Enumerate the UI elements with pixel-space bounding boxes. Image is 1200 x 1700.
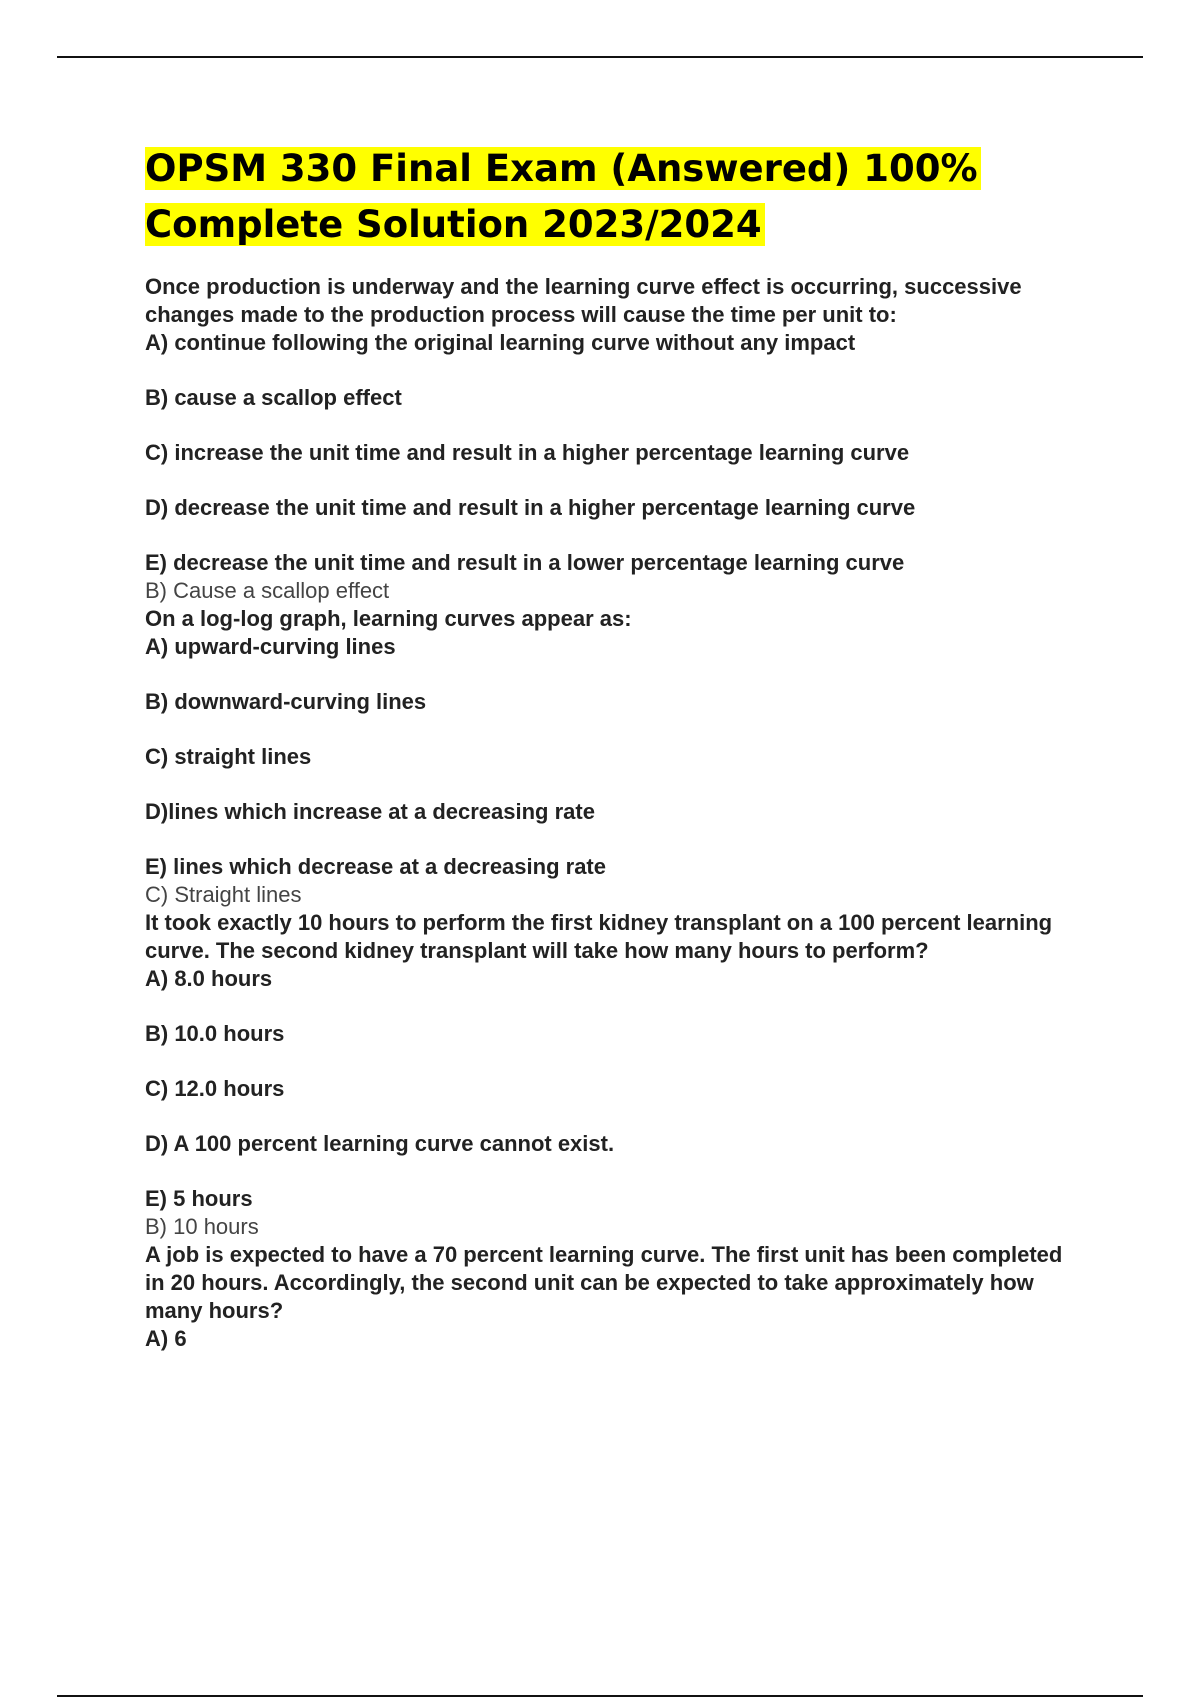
- option-b: B) downward-curving lines: [145, 689, 427, 714]
- document-title: [145, 141, 1085, 253]
- option-d: D) A 100 percent learning curve cannot exist.: [145, 1131, 615, 1156]
- option-c: C) straight lines: [145, 744, 312, 769]
- option-b: B) 10.0 hours: [145, 1021, 285, 1046]
- option-e: E) decrease the unit time and result in a lower percentage learning curve: [145, 550, 905, 575]
- option-d: D) decrease the unit time and result in a higher percentage learning curve: [145, 495, 916, 520]
- question-block-4: [145, 1241, 1085, 1353]
- bottom-rule: [57, 1695, 1143, 1697]
- question-text: On a log-log graph, learning curves appear as:: [145, 606, 632, 631]
- option-list: [145, 965, 1085, 1213]
- question-text: It took exactly 10 hours to perform the first kidney transplant on a 100 percent learning curve. The second kidney transplant will take how many hours to perform?: [145, 910, 1053, 963]
- question-text: Once production is underway and the learning curve effect is occurring, successive changes made to the production process will cause the time per unit to:: [145, 274, 1022, 327]
- option-d: D)lines which increase at a decreasing rate: [145, 799, 595, 824]
- option-list: [145, 633, 1085, 881]
- answer-text: B) Cause a scallop effect: [145, 578, 390, 603]
- answer-text: C) Straight lines: [145, 882, 302, 907]
- answer-text: B) 10 hours: [145, 1214, 259, 1239]
- option-e: E) lines which decrease at a decreasing rate: [145, 854, 606, 879]
- option-list: [145, 1325, 1085, 1353]
- option-e: E) 5 hours: [145, 1186, 253, 1211]
- option-a: A) 6: [145, 1326, 187, 1351]
- option-a: A) upward-curving lines: [145, 634, 396, 659]
- option-c: C) 12.0 hours: [145, 1076, 285, 1101]
- option-c: C) increase the unit time and result in a higher percentage learning curve: [145, 440, 910, 465]
- question-text: A job is expected to have a 70 percent learning curve. The first unit has been completed in 20 hours. Accordingly, the second unit can be expected to take approximately how many hours?: [145, 1242, 1063, 1323]
- question-block-1: [145, 273, 1085, 605]
- question-block-3: [145, 909, 1085, 1241]
- top-rule: [57, 56, 1143, 58]
- title-line-1: OPSM 330 Final Exam (Answered) 100%: [145, 147, 981, 190]
- option-a: A) continue following the original learning curve without any impact: [145, 330, 856, 355]
- title-line-2: Complete Solution 2023/2024: [145, 203, 765, 246]
- page-content: [145, 141, 1085, 1353]
- option-list: [145, 329, 1085, 577]
- question-block-2: [145, 605, 1085, 909]
- option-b: B) cause a scallop effect: [145, 385, 402, 410]
- option-a: A) 8.0 hours: [145, 966, 273, 991]
